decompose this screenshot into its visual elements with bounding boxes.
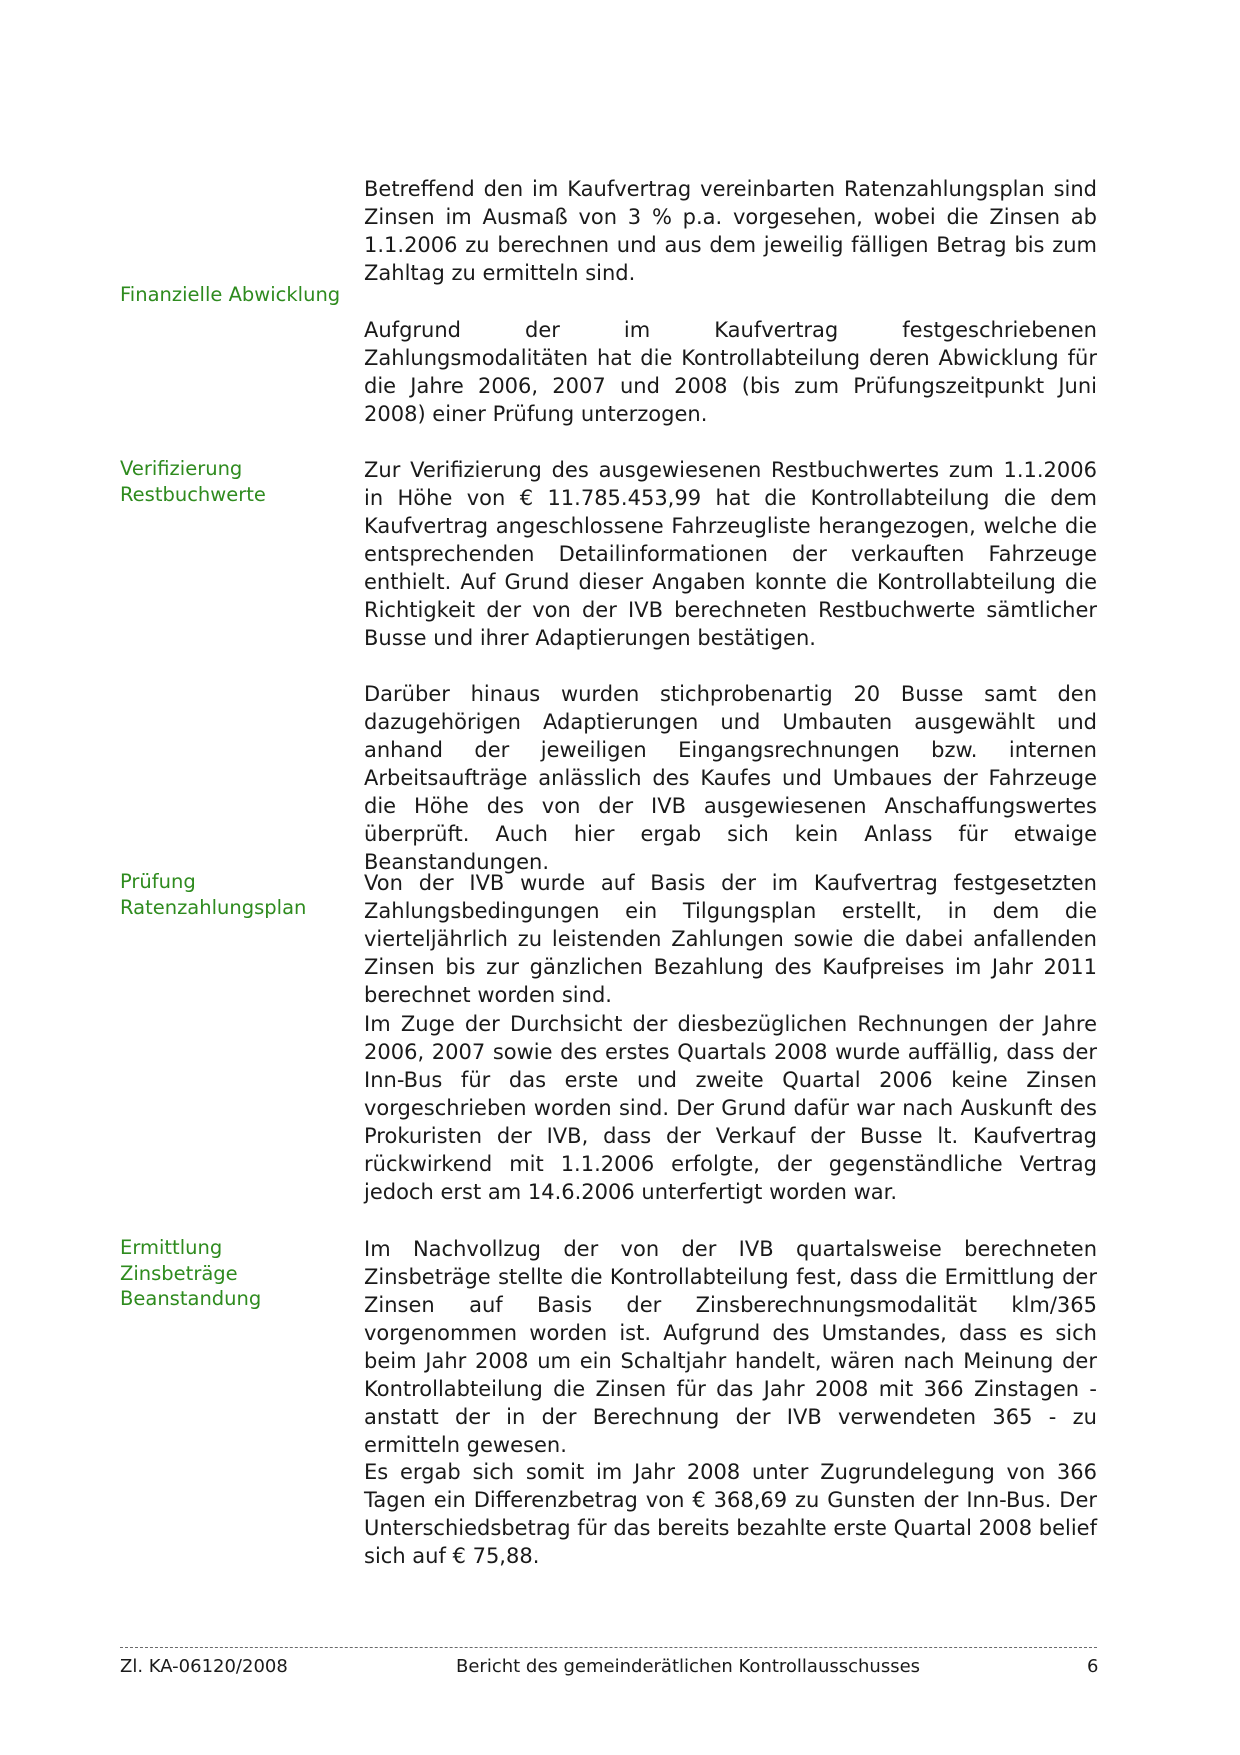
margin-label-ermittlung-zinsbetraege: Ermittlung Zinsbeträge Beanstandung: [120, 1236, 262, 1310]
paragraph-differenzbetrag: Es ergab sich somit im Jahr 2008 unter Zugrundelegung von 366 Tagen ein Differenzbetrag von € 368,69 zu Gunsten der Inn-Bus. Der Unterschiedsbetrag für das bereits bezahlte erste Quartal 2008 belief sich auf € 75,88.: [364, 1460, 1097, 1568]
paragraph-tilgungsplan: Von der IVB wurde auf Basis der im Kaufvertrag festgesetzten Zahlungsbedingungen ein Tilgungsplan erstellt, in dem die vierteljährlich zu leistenden Zahlungen sowie die dabei anfallenden Zinsen bis zur gänzlichen Bezahlung des Kaufpreises im Jahr 2011 berechnet worden sind.: [364, 871, 1097, 1007]
margin-label-verifizierung-restbuchwerte: Verifizierung Restbuchwerte: [120, 457, 266, 506]
page-number: 6: [1087, 1656, 1099, 1677]
paragraph-ratenzahlung-zinsen: Betreffend den im Kaufvertrag vereinbarten Ratenzahlungsplan sind Zinsen im Ausmaß von 3 % p.a. vorgesehen, wobei die Zinsen ab 1.1.2006 zu berechnen und aus dem jeweilig fälligen Betrag bis zum Zahltag zu ermitteln sind.: [364, 177, 1097, 285]
footer-divider: [120, 1647, 1097, 1648]
paragraph-nachvollzug-zinsbetraege: Im Nachvollzug der von der IVB quartalsweise berechneten Zinsbeträge stellte die Kontrollabteilung fest, dass die Ermittlung der Zinsen auf Basis der Zinsberechnungsmodalität klm/365 vorgenommen worden ist. Aufgrund des Umstandes, dass es sich beim Jahr 2008 um ein Schaltjahr handelt, wären nach Meinung der Kontrollabteilung die Zinsen für das Jahr 2008 mit 366 Zinstagen - anstatt der in der Berechnung der IVB verwendeten 365 - zu ermitteln gewesen.: [364, 1237, 1097, 1457]
paragraph-stichproben-busse: Darüber hinaus wurden stichprobenartig 20 Busse samt den dazugehörigen Adaptierungen und Umbauten ausgewählt und anhand der jeweiligen Eingangsrechnungen bzw. internen Arbeitsaufträge anlässlich des Kaufes und Umbaues der Fahrzeuge die Höhe des von der IVB ausgewiesenen Anschaffungswertes überprüft. Auch hier ergab sich kein Anlass für etwaige Beanstandungen.: [364, 682, 1097, 874]
paragraph-durchsicht-rechnungen: Im Zuge der Durchsicht der diesbezüglichen Rechnungen der Jahre 2006, 2007 sowie des erstes Quartals 2008 wurde auffällig, dass der Inn-Bus für das erste und zweite Quartal 2006 keine Zinsen vorgeschrieben worden sind. Der Grund dafür war nach Auskunft des Prokuristen der IVB, dass der Verkauf der Busse lt. Kaufvertrag rückwirkend mit 1.1.2006 erfolgte, der gegenständliche Vertrag jedoch erst am 14.6.2006 unterfertigt worden war.: [364, 1012, 1097, 1204]
paragraph-finanzielle-abwicklung: Aufgrund der im Kaufvertrag festgeschriebenen Zahlungsmodalitäten hat die Kontrollabteilung deren Abwicklung für die Jahre 2006, 2007 und 2008 (bis zum Prüfungszeitpunkt Juni 2008) einer Prüfung unterzogen.: [364, 318, 1097, 426]
footer-reference: Zl. KA-06120/2008: [120, 1656, 288, 1677]
paragraph-verifizierung-restbuchwerte: Zur Verifizierung des ausgewiesenen Restbuchwertes zum 1.1.2006 in Höhe von € 11.785.453,99 hat die Kontrollabteilung die dem Kaufvertrag angeschlossene Fahrzeugliste herangezogen, welche die entsprechenden Detailinformationen der verkauften Fahrzeuge enthielt. Auf Grund dieser Angaben konnte die Kontrollabteilung die Richtigkeit der von der IVB berechneten Restbuchwerte sämtlicher Busse und ihrer Adaptierungen bestätigen.: [364, 458, 1097, 650]
margin-label-finanzielle-abwicklung: Finanzielle Abwicklung: [120, 283, 341, 306]
footer-report-title: Bericht des gemeinderätlichen Kontrollausschusses: [456, 1656, 921, 1677]
margin-label-pruefung-ratenzahlungsplan: Prüfung Ratenzahlungsplan: [120, 870, 307, 919]
